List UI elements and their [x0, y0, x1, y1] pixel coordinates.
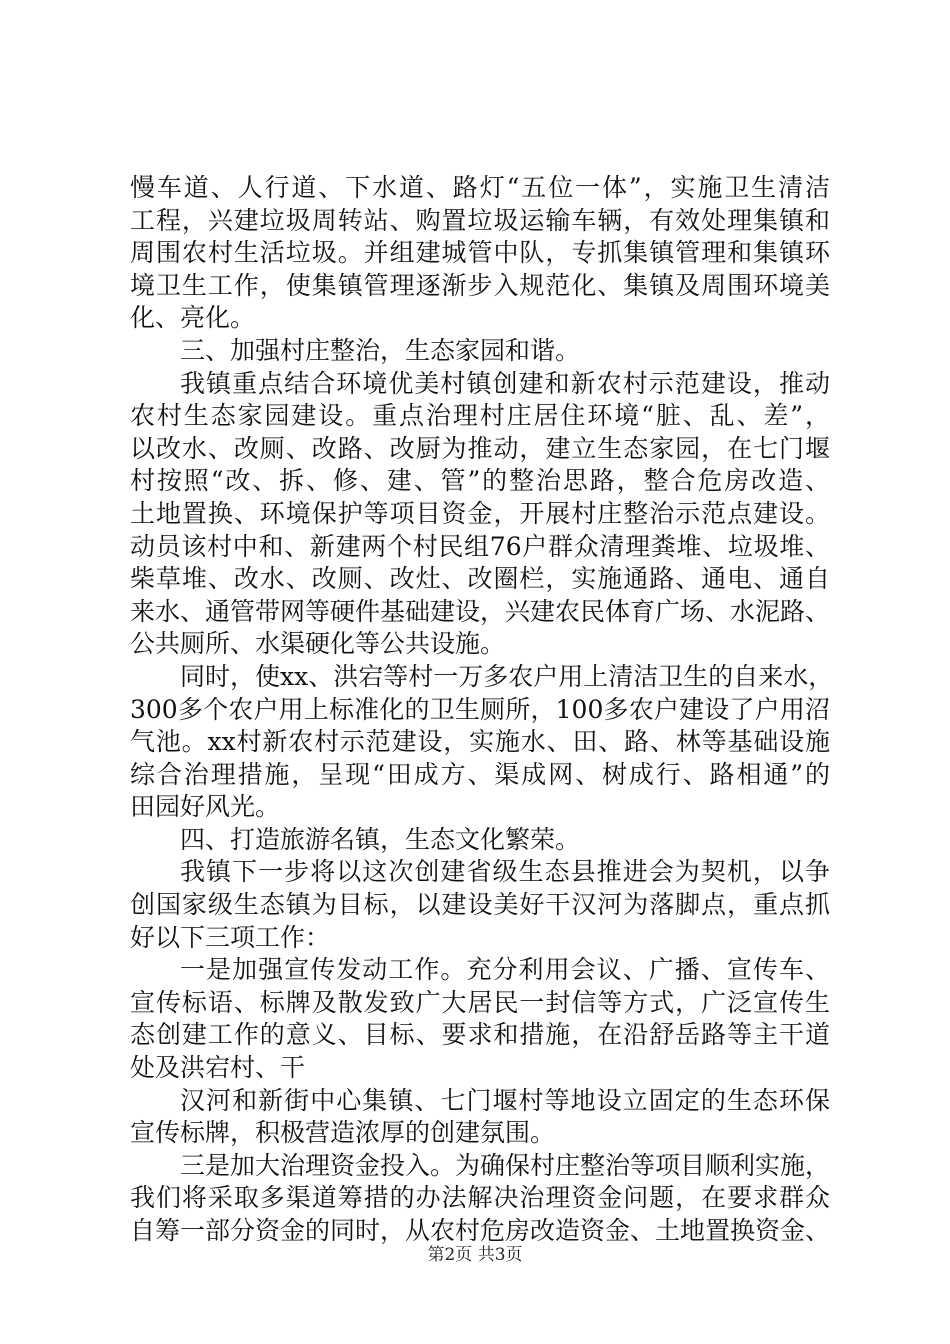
text-line: 创国家级生态镇为目标，以建设美好干汉河为落脚点，重点抓 [130, 890, 830, 920]
text-line: 村按照“改、拆、修、建、管”的整治思路，整合危房改造、 [130, 466, 830, 496]
text-line: 自筹一部分资金的同时，从农村危房改造资金、土地置换资金、 [130, 1216, 831, 1245]
text-line: 处及洪宕村、干 [130, 1053, 306, 1083]
text-line: 300多个农户用上标准化的卫生厕所，100多农户建设了户用沼 [130, 694, 830, 724]
text-line: 动员该村中和、新建两个村民组76户群众清理粪堆、垃圾堆、 [130, 531, 830, 561]
text-line: 宣传标牌，积极营造浓厚的创建氛围。 [130, 1118, 556, 1148]
text-line: 周围农村生活垃圾。并组建城管中队，专抓集镇管理和集镇环 [130, 238, 830, 268]
document-body [130, 172, 834, 1248]
text-line: 来水、通管带网等硬件基础建设，兴建农民体育广场、水泥路、 [130, 596, 831, 626]
text-line: 气池。xx村新农村示范建设，实施水、田、路、林等基础设施 [130, 727, 830, 757]
text-line: 慢车道、人行道、下水道、路灯“五位一体”，实施卫生清洁 [130, 173, 830, 202]
text-line: 三、加强村庄整治，生态家园和谐。 [180, 335, 581, 365]
page-number-label: 第2页 共3页 [427, 1245, 523, 1265]
text-line: 田园好风光。 [130, 792, 281, 822]
text-line: 公共厕所、水渠硬化等公共设施。 [130, 629, 506, 659]
text-line: 我镇下一步将以这次创建省级生态县推进会为契机，以争 [180, 857, 830, 887]
text-line: 汉河和新街中心集镇、七门堰村等地设立固定的生态环保 [180, 1085, 830, 1115]
text-line: 我们将采取多渠道筹措的办法解决治理资金问题，在要求群众 [130, 1183, 830, 1213]
text-line: 化、亮化。 [130, 303, 256, 333]
text-line: 一是加强宣传发动工作。充分利用会议、广播、宣传车、 [180, 955, 830, 985]
text-line: 以改水、改厕、改路、改厨为推动，建立生态家园，在七门堰 [130, 433, 830, 463]
text-line: 工程，兴建垃圾周转站、购置垃圾运输车辆，有效处理集镇和 [130, 205, 830, 235]
text-line: 柴草堆、改水、改厕、改灶、改圈栏，实施通路、通电、通自 [130, 564, 830, 594]
text-line: 四、打造旅游名镇，生态文化繁荣。 [180, 824, 581, 854]
text-line: 土地置换、环境保护等项目资金，开展村庄整治示范点建设。 [130, 498, 830, 528]
text-line: 宣传标语、标牌及散发致广大居民一封信等方式，广泛宣传生 [130, 987, 830, 1017]
text-line: 农村生态家园建设。重点治理村庄居住环境“脏、乱、差”， [130, 401, 830, 431]
text-line: 境卫生工作，使集镇管理逐渐步入规范化、集镇及周围环境美 [130, 270, 830, 300]
text-line: 我镇重点结合环境优美村镇创建和新农村示范建设，推动 [180, 368, 830, 398]
text-line: 三是加大治理资金投入。为确保村庄整治等项目顺利实施， [180, 1150, 831, 1180]
page-number-footer [0, 1244, 950, 1266]
text-line: 同时，使xx、洪宕等村一万多农户用上清洁卫生的自来水， [180, 661, 834, 691]
text-line: 综合治理措施，呈现“田成方、渠成网、树成行、路相通”的 [130, 759, 830, 789]
text-line: 好以下三项工作： [130, 922, 331, 952]
text-line: 态创建工作的意义、目标、要求和措施，在沿舒岳路等主干道 [130, 1020, 830, 1050]
